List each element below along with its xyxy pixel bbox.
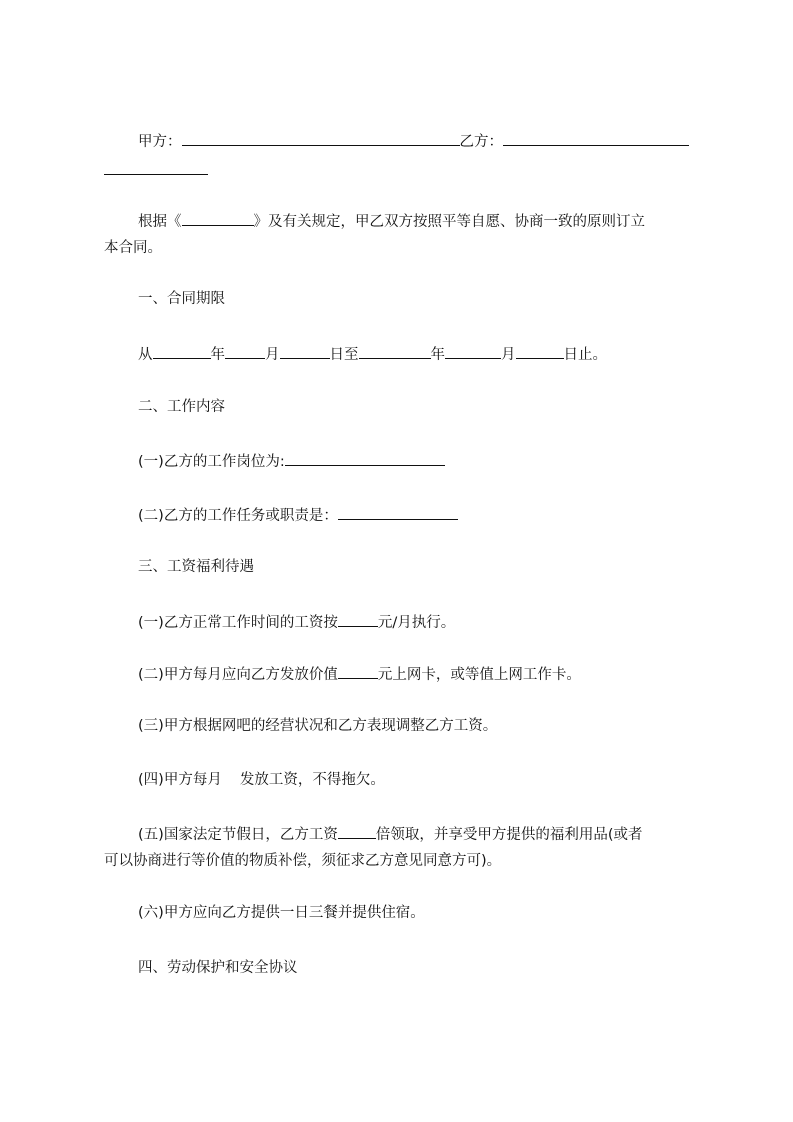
term-year2: 年 [430,347,445,363]
job-duty-blank[interactable] [338,505,458,520]
law-name-blank[interactable] [182,211,254,226]
card-value-blank[interactable] [338,664,378,679]
item-3-5 [138,824,642,845]
intro-line2: 本合同。 [104,240,162,256]
contract-page [104,0,704,1122]
intro-paragraph [138,211,645,232]
item-3-3: (三)甲方根据网吧的经营状况和乙方表现调整乙方工资。 [138,718,498,734]
item-3-4 [138,770,385,790]
party-b-label: 乙方： [459,134,503,150]
item-3-4-text-a: (四)甲方每月 [138,772,222,788]
item-3-6: (六)甲方应向乙方提供一日三餐并提供住宿。 [138,905,425,921]
party-a-blank[interactable] [182,131,460,146]
salary-blank[interactable] [338,612,378,627]
start-day-blank[interactable] [280,344,330,359]
holiday-multiplier-blank[interactable] [338,824,376,839]
item-2-2-text: (二)乙方的工作任务或职责是： [138,508,338,524]
intro-end: 》及有关规定，甲乙双方按照平等自愿、协商一致的原则订立 [253,214,645,230]
item-3-5-text-b: 倍领取，并享受甲方提供的福利用品(或者 [375,827,643,843]
item-2-1 [138,451,445,472]
party-b-blank[interactable] [503,131,689,146]
section-3-title: 三、工资福利待遇 [138,559,254,575]
section-4-title: 四、劳动保护和安全协议 [138,960,298,976]
item-3-1-text-a: (一)乙方正常工作时间的工资按 [138,615,338,631]
item-3-4-text-b: 发放工资，不得拖欠。 [239,772,385,788]
term-month2: 月 [501,347,516,363]
start-year-blank[interactable] [153,344,211,359]
party-line [138,131,689,152]
term-year: 年 [210,347,225,363]
job-position-blank[interactable] [285,451,445,466]
term-day-to: 日至 [329,347,359,363]
term-from: 从 [138,347,153,363]
party-b-blank-continued[interactable] [104,174,208,175]
term-month: 月 [265,347,280,363]
item-2-1-text: (一)乙方的工作岗位为: [138,454,285,470]
item-3-2-text-b: 元上网卡，或等值上网工作卡。 [377,667,581,683]
term-line [138,344,607,365]
section-1-title: 一、合同期限 [138,291,225,307]
item-3-2 [138,664,581,685]
intro-start: 根据《 [138,214,182,230]
item-3-1-text-b: 元/月执行。 [377,615,456,631]
start-month-blank[interactable] [225,344,265,359]
item-3-1 [138,612,455,633]
end-year-blank[interactable] [359,344,431,359]
end-month-blank[interactable] [445,344,501,359]
section-2-title: 二、工作内容 [138,399,225,415]
item-3-5-text-a: (五)国家法定节假日，乙方工资 [138,827,338,843]
term-end: 日止。 [563,347,607,363]
party-a-label: 甲方： [138,134,182,150]
item-3-2-text-a: (二)甲方每月应向乙方发放价值 [138,667,338,683]
item-2-2 [138,505,458,526]
item-3-5-line2: 可以协商进行等价值的物质补偿，须征求乙方意见同意方可)。 [104,853,502,869]
end-day-blank[interactable] [516,344,564,359]
